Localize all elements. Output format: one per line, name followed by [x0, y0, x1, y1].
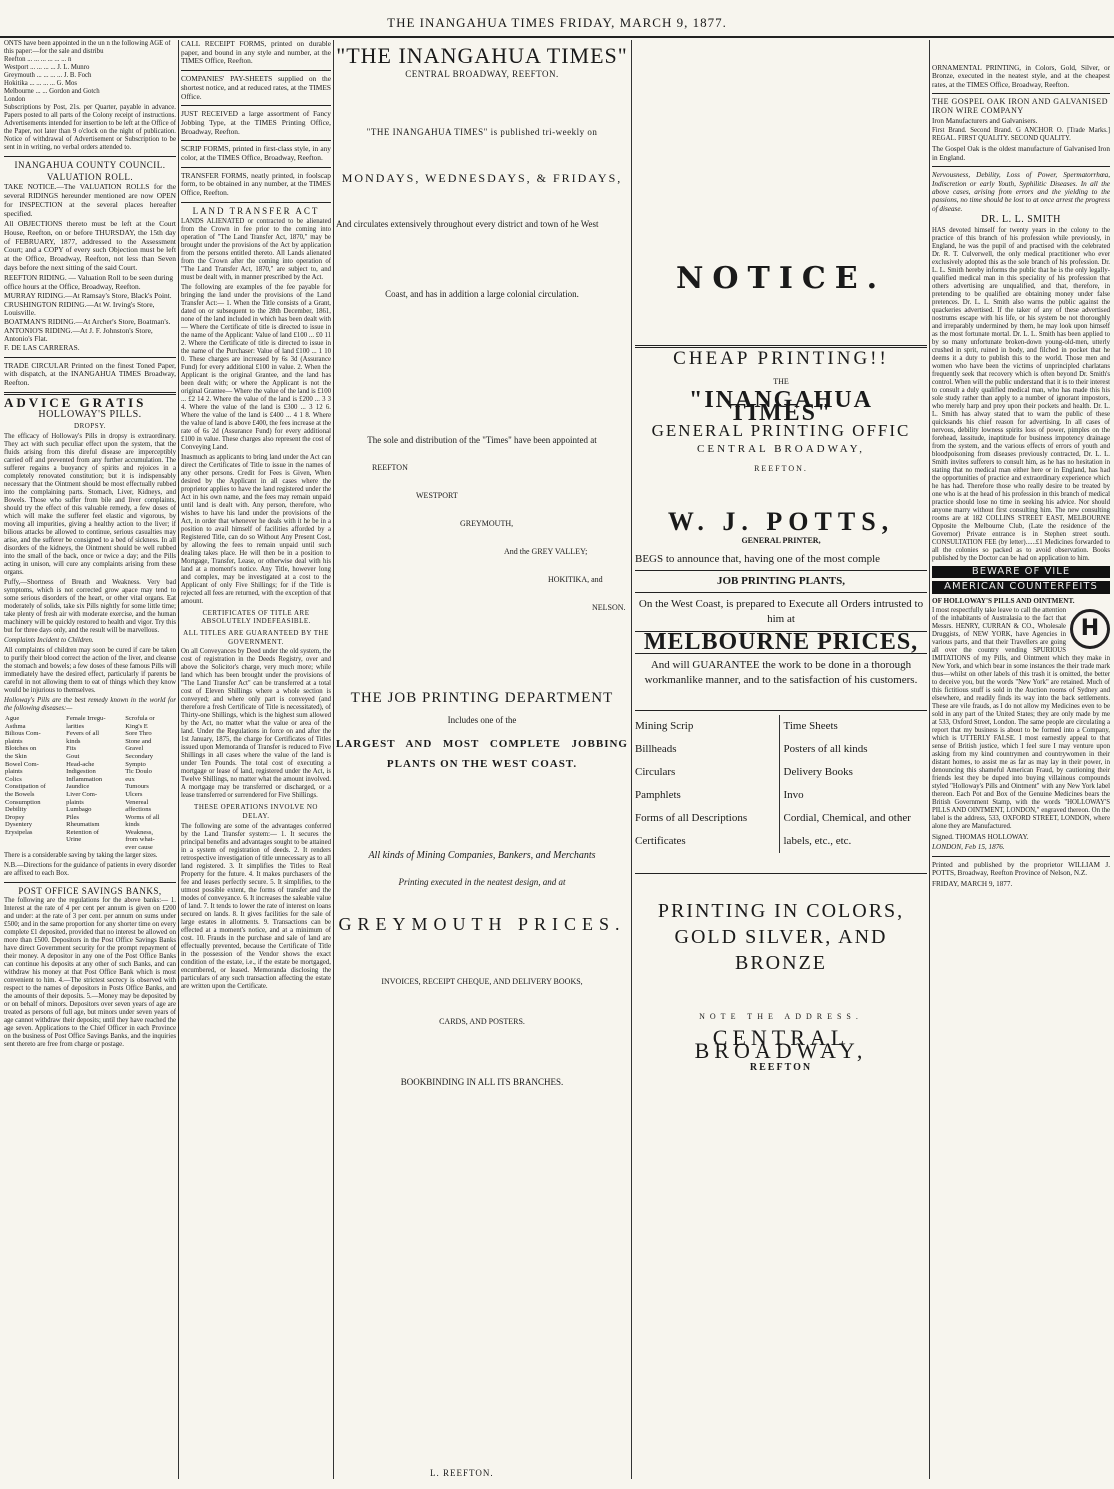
ailment-cell: Stone and	[125, 737, 152, 745]
column-3	[336, 40, 628, 1481]
printing-list-item: Pamphlets	[635, 789, 681, 801]
ailment-cell: Sore Thro	[125, 730, 152, 738]
operations-text: The following are some of the advantages conferred by the Land Transfer system:— 1. It secures the principal benefits and advantages sought to be attained in a system of registration of deeds. 2. It renders retrospective investigation of title unnecessary as to all land registered. 3. It simplifies the Titles to Real Property for the future. 4. It makes purchasers of the fee and leases perfectly secure. 5. It simplifies, to the utmost possible extent, the forms of transfer and the modes of conveyance. 6. It increases the saleable value of land. 7. It tends to lower the rate of interest on loans secured on lands. 8. It gives facilities for the sale of large estates in allotments. 9. Transactions can be effected at a moment's notice, and at a minimum of cost. 10. Frauds in the purchase and sale of land are effectually prevented, because the Certificate of Title in the possession of the Vendor shows the exact condition of the estate, i.e., if the estate be mortgaged, encumbered, or leased. Memoranda disclosing the particulars of any such transaction affecting the estate are written upon the Certificate.	[181, 822, 331, 990]
ailment-cell: King's E	[125, 722, 148, 730]
inangahua-times-heading: "INANGAHUA TIMES"	[689, 387, 873, 426]
ailment-cell: kinds	[66, 737, 81, 745]
holloway-warning-heading: OF HOLLOWAY'S PILLS AND OINTMENT.	[932, 596, 1075, 605]
printing-list-item: Certificates	[635, 835, 686, 847]
ailment-cell: Venereal	[125, 798, 149, 806]
agent-town: REEFTON	[372, 463, 408, 472]
ailment-row	[4, 799, 176, 807]
ridings-list	[4, 274, 176, 344]
general-printing-office: GENERAL PRINTING OFFIC	[651, 421, 911, 440]
gospel-sub: Iron Manufacturers and Galvanisers.	[932, 117, 1038, 126]
imprint-date: FRIDAY, MARCH 9, 1877.	[932, 879, 1013, 888]
post-office-heading: POST OFFICE SAVINGS BANKS,	[18, 885, 162, 896]
publication-note: "THE INANGAHUA TIMES" is published tri-weekly on	[366, 127, 598, 137]
ailment-cell: Erysipelas	[5, 828, 33, 836]
holloway-heading: HOLLOWAY'S PILLS.	[38, 408, 142, 420]
dr-smith-heading: DR. L. L. SMITH	[981, 214, 1061, 226]
children-heading: Complaints Incident to Children.	[4, 636, 94, 644]
circulation-line-2: Coast, and has in addition a large colonial circulation.	[385, 289, 579, 299]
masthead: THE INANGAHUA TIMES FRIDAY, MARCH 9, 1877.	[0, 0, 1114, 38]
includes-line: Includes one of the	[447, 715, 517, 725]
post-office-text: The following are the regulations for the above banks:— 1. Interest at the rate of 4 per cent per annum is given on £200 and under: at the rate of 3 per cent. per annum on sums under £500; and in the same proportion for any shorter time on every complete £1 deposited, provided that no interest be allowed on more than £500. Depositors in the Post Office Savings Banks have direct Government security for the prompt repayment of their money. A depositor in any one of the Post Office Banks can continue his deposits at any other of such Banks, and can withdraw his money at that Post Office Bank which is most convenient to him. 4.—The strictest secrecy is observed with respect to the names of depositors in Posts Office Banks, and the amounts of their deposits. 5.—Money may be deposited by or on behalf of minors. Depositors over seven years of age are treated as persons of full age, but minors under seven years of age cannot withdraw their deposits; until they have reached the age seven. Applications to the Chief Officer in each Province on the business of Post Office Savings Banks, and the inquiries sent thereto are free from charge or postage.	[4, 897, 176, 1049]
holloway-trademark-icon: H	[1070, 609, 1110, 649]
ailment-cell: plaints	[66, 798, 84, 806]
begs-line: BEGS to announce that, having one of the most comple	[635, 553, 881, 565]
ailment-row	[4, 821, 176, 829]
ailment-cell: ever cause	[125, 844, 153, 852]
guarantee-text: On all Conveyances by Deed under the old system, the cost of registration in the Deeds Registry, over and above the Solicitor's charge, very much more; while land which has been brought under the provisions of "The Land Transfer Act" can be transferred at a total cost of Eleven Shillings where a whole section is conveyed; and where only part is conveyed (and therefore a fresh Certificate of Title is necessitated), of Thirty-one Shillings, which is the highest sum allowed by the Act, no matter what the value or area of the land. Under the Regulations in force on and after the 1st January, 1875, the charge for Certificates of Titles issued upon Memoranda of Transfer is reduced to Five Shillings in all cases where the value of the land is under Ten Pounds. The total cost of executing a mortgage or lease of land, registered under the Act, is Twelve Shillings, no matter what the amount involved. A mortgage may be transferred or discharged, or a lease transferred or surrendered for Five Shillings.	[181, 648, 331, 800]
column-2	[181, 40, 331, 1481]
ailment-row	[4, 829, 176, 837]
ailment-cell: Dysentery	[5, 821, 33, 829]
ailment-row	[4, 715, 176, 723]
valuation-heading: VALUATION ROLL.	[46, 171, 134, 182]
agent-line: London	[4, 96, 26, 103]
printing-list-right	[779, 715, 928, 853]
ailment-cell: Debility	[5, 806, 27, 814]
signed-name: F. DE LAS CARRERAS.	[4, 343, 80, 353]
ailment-cell: Lumbago	[66, 806, 92, 814]
central-broadway-big: CENTRAL BROADWAY,	[694, 1025, 868, 1063]
ailment-cell: Retention of	[66, 828, 99, 836]
bookbinding-line: BOOKBINDING IN ALL ITS BRANCHES.	[400, 1077, 564, 1087]
column-rule	[929, 40, 930, 1479]
ailment-cell: affections	[125, 806, 152, 814]
riding-entry: CRUSHINGTON RIDING.—At W. Irving's Store, Louisville.	[4, 299, 155, 318]
ailment-cell: Tic Doulo	[125, 768, 152, 776]
largest-line: LARGEST AND MOST COMPLETE JOBBING	[336, 738, 628, 750]
agent-town: WESTPORT	[416, 491, 458, 500]
land-transfer-heading: LAND TRANSFER ACT	[192, 205, 320, 216]
subscriptions-note: Subscriptions by Post, 21s. per Quarter, payable in advance. Papers posted to all parts of the Colony receipt of instructions. Advertisements intended for insertion to be left at the Office of the Paper, not later than 9 o'clock on the night of publication. Notice of withdrawal of Advertisement or Subscription to be sent in in writing, no verbal orders attended to.	[4, 104, 176, 151]
printing-list-item: Time Sheets	[783, 720, 838, 732]
printing-list	[635, 715, 927, 853]
ailment-cell: Sympto	[125, 760, 146, 768]
circulation-line-1: And circulates extensively throughout every district and town of he West	[336, 219, 599, 229]
holloway-warning-text: I most respectfully take leave to call the attention of the inhabitants of Australasia to the fact that Messrs. HENRY, CURRAN & CO., Wholesale Druggists, of NEW YORK, have Agencies in various parts, and that their Travellers are going all over the country vending SPURIOUS IMITATIONS of my Pills, and Ointment which they make in New York, and which bear in some instances the their trade mark thus—whilst on other labels of this trash it is omitted, the better to deceive you, but the words "New York" are retained. Much of this fictitious stuff is sold in the Auction rooms of Sydney and elsewhere, and readily finds its way into the back settlements. These are vile frauds, as I do not allow my Medicines even to be sold in any part of the United States; they are only made by me at 533, Oxford Street, London. The same people are circulating a report that my business is about to be formed into a Company, which is UTTERLY FALSE. I most earnestly appeal to that sense of British justice, which I feel sure I may venture upon asking from my kind countrymen and countrywomen in their distant homes, to assist me as far as may lay in their power, in denouncing this shameful American Fraud, by cautioning their friends lest they be duped into buying villainous compounds styled "Holloway's Pills and Ointment" with any New York label thereon. Each Pot and Box of the Genuine Medicines bears the British Government Stamp, with the words "HOLLOWAY'S PILLS AND OINTMENT, LONDON," engraved thereon. On the label is the address, 533, OXFORD STREET, LONDON, where alone they are Manufactured.	[932, 606, 1110, 830]
ailment-cell: Gout	[66, 752, 80, 760]
objections: All OBJECTIONS thereto must be left at the Court House, Reefton, on or before THURSDAY, the 15th day of FEBRUARY, 1877, addressed to the Assessment Court; and a COPY of every such Objection must be left at the Office, Broadway, Reefton, not less than Seven days before the next sitting of the said Court.	[4, 219, 176, 272]
agent-line: ONTS have been appointed in the un n the following AGE of this paper:—for the sale and distribu	[4, 40, 171, 55]
saving-note: There is a considerable saving by taking the larger sizes.	[4, 851, 158, 859]
beware-banner-2: AMERICAN COUNTERFEITS	[932, 581, 1110, 593]
notice-heading: NOTICE.	[675, 261, 887, 296]
ailment-cell: larities	[66, 722, 85, 730]
the-word: THE	[773, 377, 789, 386]
advice-gratis: ADVICE GRATIS	[4, 394, 147, 410]
ailment-row	[4, 844, 176, 852]
london-date: LONDON, Feb 15, 1876.	[932, 843, 1005, 852]
column-1	[4, 40, 176, 1481]
fee-examples: The following are examples of the fee payable for bringing the land under the provisions of the Land Transfer Act:— 1. When the Title consists of a Grant, dated on or subsequent to the 28th December, 1861, none of the land included in which has been dealt with— Where the Certificate of title is directed to issue in the name of the Applicant: Value of land £100 ... £0 11 2. Where the Certificate of title is directed to issue in the name of the Purchaser: Value of land £100 ... 1 10 0. These charges are increased by 6s 3d (Assurance Fund) for every additional £100 in value. 2. When the Applicant is the original Grantee, and the land has been dealt with; or where the Applicant is not the original Grantee— Where the value of the land is £100 ... £2 14 2. Where the value of the land is £200 ... 3 3 4. Where the value of the land is £300 ... 3 12 6. Where the value of the land is £400 ... 4 1 8. Where the value of land is above £400, the fees increase at the rate of 6s 2d (Assurance Fund) for every additional £100 in value. These charges also represent the cost of Conveying Land.	[181, 283, 331, 451]
nb-note: N.B.—Directions for the guidance of patients in every disorder are affixed to each Box.	[4, 861, 176, 877]
trade-circular: TRADE CIRCULAR Printed on the finest Toned Paper, with dispatch, at the INANGAHUA TIMES Broadway, Reefton.	[4, 360, 176, 388]
ailment-cell: Head-ache	[66, 760, 95, 768]
ailment-cell: Constipation of	[5, 783, 46, 791]
printing-list-item: Posters of all kinds	[783, 743, 868, 755]
agent-town: HOKITIKA, and	[548, 575, 603, 584]
agent-line: Westport ... ... ... ... J. L. Munro	[4, 64, 90, 71]
printing-list-item: Delivery Books	[783, 766, 853, 778]
ailment-cell: Asthma	[5, 722, 26, 730]
column-rule	[178, 40, 179, 1479]
ailment-row	[4, 730, 176, 738]
ailment-cell: plaints	[5, 768, 23, 776]
riding-entry: MURRAY RIDING.—At Ramsay's Store, Black's Point.	[4, 290, 172, 300]
ailment-cell: Jaundice	[66, 783, 90, 791]
printing-list-item: Invo	[783, 789, 804, 801]
riding-entry: ANTONIO'S RIDING.—At J. F. Johnston's Store, Antonio's Flat.	[4, 325, 153, 344]
agent-line: Melbourne ... ... Gordon and Gotch	[4, 88, 100, 95]
ailments-table	[4, 715, 176, 852]
printing-list-item: Forms of all Descriptions	[635, 812, 748, 824]
ailment-cell: Bilious Com-	[5, 730, 41, 738]
ailment-cell: Worms of all	[125, 813, 160, 821]
ailment-row	[4, 723, 176, 731]
job-department: THE JOB PRINTING DEPARTMENT	[350, 690, 614, 706]
ailment-cell: Consumption	[5, 798, 41, 806]
ailment-row	[4, 768, 176, 776]
agent-line: Hokitika ... ... ... ... G. Mos	[4, 80, 78, 87]
credit-for-fees: Inasmuch as applicants to bring land under the Act can direct the Certificates of Title to issue in the names of any other persons. Credit for Fees is Given, When desired by the Applicant in all cases where the proprietor applies to have the land registered under the Act in his own name, and the fees may remain unpaid until land is dealt with. Any person, therefore, who wishes to have his land under the provisions of the Act, in order that whenever he deals with it he be in a position to avail himself of facilities afforded by a Registered Title, can do so Without Any Present Cost, by allowing the fees to remain unpaid until such dealing takes place. He will then be in a position to Mortgage, Transfer, Lease, or otherwise deal with his land at a moment's notice. Any Title, however long and complex, may be investigated at a cost to the Applicant of only Five Shillings; for if the Title is rejected all fees are returned, with the exception of that amount.	[181, 453, 331, 605]
ailment-cell: the Skin	[5, 752, 27, 760]
ailment-cell: Secondary	[125, 752, 154, 760]
guarantee-line: And will GUARANTEE the work to be done in a thorough workmanlike manner, and to the satisfaction of his customers.	[644, 659, 918, 686]
greymouth-prices: GREYMOUTH PRICES.	[338, 914, 626, 934]
printing-list-item: Mining Scrip	[635, 720, 694, 732]
note-address: NOTE THE ADDRESS.	[699, 1012, 863, 1021]
neatest-line: Printing executed in the neatest design, and at	[398, 877, 566, 887]
page-footer: L. REEFTON.	[430, 1468, 494, 1478]
ailment-row	[4, 836, 176, 844]
ailment-cell: Rheumatism	[66, 821, 100, 829]
job-printing-plants: JOB PRINTING PLANTS,	[716, 575, 846, 587]
remedy-intro: Holloway's Pills are the best remedy known in the world for the following diseases:—	[4, 696, 176, 712]
ailment-cell: plaints	[5, 737, 23, 745]
agent-town: GREYMOUTH,	[460, 519, 514, 528]
printing-list-left	[635, 715, 779, 853]
ailment-cell: Fits	[66, 745, 77, 753]
ailment-cell: Urine	[66, 836, 82, 844]
ailment-cell: eux	[125, 775, 135, 783]
ailment-cell: Tumours	[125, 783, 149, 791]
agents-list	[4, 40, 176, 104]
ailment-cell: Ulcers	[125, 790, 143, 798]
reefton-line: REEFTON.	[754, 464, 808, 473]
ailment-cell: Gravel	[125, 745, 144, 753]
agent-town: NELSON.	[592, 603, 626, 612]
ailment-row	[4, 776, 176, 784]
dropsy-text: The efficacy of Holloway's Pills in dropsy is extraordinary. They act with such peculiar effect upon the system, that the fluids arising from this direful disease are imperceptibly carried off and prevented from any further accumulation. The sufferer regains a buoyancy of spirits and rejoices in a completely renovated constitution; but it is indispensably necessary that the Ointment should be most effectually rubbed into the complaining parts. Stomach, Liver, Kidneys, and Bowels. Those who suffer from bile and liver complaints, should try the effect of this valuable remedy, a few doses of which will make the sufferer feel elastic and vigorous, by moving all impurities, giving a healthy action to the liver; if bilious attacks be allowed to continue, serious casualties may arise, and the sufferer be consigned to a bed of sickness. In all disorders of the kidneys, the Ointment should be well rubbed into the small of the back, once or twice a day; and the Pills acting in unison, will cure any complaints arising from these organs.	[4, 432, 176, 576]
ailment-row	[4, 814, 176, 822]
take-notice: TAKE NOTICE.—The VALUATION ROLLS for the several RIDINGS hereunder mentioned are now OPEN for INSPECTION at the several places hereafter specified.	[4, 182, 176, 218]
ailment-cell: kinds	[125, 821, 140, 829]
printing-list-item: Billheads	[635, 743, 677, 755]
column-rule	[333, 40, 334, 1479]
column-5	[932, 40, 1110, 1481]
dropsy-heading: DROPSY.	[74, 422, 106, 431]
pay-sheets-ad: COMPANIES' PAY-SHEETS supplied on the shortest notice, and at reduced rates, at the TIMES Office.	[181, 74, 331, 101]
children-text: All complaints of children may soon be cured if care be taken to purify their blood correct the action of the liver, and cleanse the stomach and bowels; a few doses of these famous Pills will immediately have the desired effect, particularly if parents be careful in not allowing them to eat of things which they know would be injurious to themselves.	[4, 646, 176, 694]
column-4	[635, 40, 927, 1481]
column-rule	[631, 40, 632, 1479]
potts-heading: W. J. POTTS,	[667, 507, 895, 536]
ailment-row	[4, 753, 176, 761]
ailment-row	[4, 806, 176, 814]
paper-address: CENTRAL BROADWAY, REEFTON.	[405, 69, 559, 79]
ailment-row	[4, 745, 176, 753]
riding-entry: BOATMAN'S RIDING.—At Archer's Store, Boatman's.	[4, 316, 171, 326]
ailment-row	[4, 791, 176, 799]
agent-line: Greymouth ... ... ... ... J. B. Foch	[4, 72, 92, 79]
reefton-footer: REEFTON	[749, 1062, 813, 1073]
beware-banner-1: BEWARE OF VILE	[932, 566, 1110, 578]
gospel-oak-heading: THE GOSPEL OAK IRON AND GALVANISED IRON WIRE COMPANY	[932, 97, 1109, 115]
printing-list-item: Cordial, Chemical, and other	[783, 812, 911, 824]
gospel-brands: First Brand. Second Brand. G ANCHOR O. [Trade Marks.] REGAL. FIRST QUALITY. SECOND QUALITY.	[932, 127, 1110, 143]
council-heading: INANGAHUA COUNTY COUNCIL.	[14, 160, 166, 170]
call-receipt-ad: CALL RECEIPT FORMS, printed on durable paper, and bound in any style and number, at the TIMES Office, Reefton.	[181, 40, 331, 66]
certificates-heading: CERTIFICATES OF TITLE ARE ABSOLUTELY INDEFEASIBLE.	[201, 608, 311, 626]
ailment-cell: Weakness,	[125, 828, 154, 836]
agent-town: And the GREY VALLEY;	[504, 547, 588, 556]
land-transfer-text: LANDS ALIENATED or contracted to be alienated from the Crown in fee prior to the coming into operation of "The Land Transfer Act, 1870," may be brought under the provisions of the Act by application from the persons entitled thereto. All Lands alienated from the Crown after the coming into operation of "The Land Transfer Act, 1870," are subject to, and must be dealt with, in manner prescribed by the Act.	[181, 217, 331, 281]
nervousness-text: Nervousness, Debility, Loss of Power, Spermatorrhœa, Indiscretion or early Youth, Syphilitic Diseases. In all the above cases, arising from errors and the yielding to the passions, no time should be lost to at once arrest the progress of disease.	[932, 171, 1110, 213]
printing-list-item: Circulars	[635, 766, 676, 778]
ailment-cell	[4, 836, 65, 844]
printing-colors: PRINTING IN COLORS, GOLD SILVER, AND BRONZE	[657, 900, 905, 974]
agent-towns	[336, 462, 628, 614]
holloway-signed: Signed. THOMAS HOLLOWAY.	[932, 832, 1029, 841]
general-printer: GENERAL PRINTER,	[741, 536, 821, 545]
ailment-cell: Colics	[5, 775, 22, 783]
ailment-cell	[4, 844, 65, 852]
riding-entry: REEFTON RIDING. — Valuation Roll to be seen during office hours at the Office, Broadway, Reefton.	[4, 273, 174, 292]
plants-line: PLANTS ON THE WEST COAST.	[386, 758, 578, 770]
ailment-cell: Ague	[5, 714, 20, 722]
ailment-cell: Inflammation	[66, 775, 103, 783]
agents-appointed: The sole and distribution of the "Times" have been appointed at	[367, 435, 597, 445]
printing-list-item: labels, etc., etc.	[783, 835, 852, 847]
ailment-cell: Fevers of all	[66, 730, 100, 738]
publication-days: MONDAYS, WEDNESDAYS, & FRIDAYS,	[341, 171, 623, 185]
gospel-text: The Gospel Oak is the oldest manufacture of Galvanised Iron in England.	[932, 145, 1110, 162]
scrip-forms-ad: SCRIP FORMS, printed in first-class style, in any color, at the TIMES Office, Broadway, Reefton.	[181, 144, 331, 163]
operations-heading: THESE OPERATIONS INVOLVE NO DELAY.	[194, 803, 318, 821]
dr-smith-text: HAS devoted himself for twenty years in the colony to the practice of this branch of his profession while previously, in England, he was the pupil of and practised with the celebrated Dr. R. T. Culverwell, the only medical practitioner who ever exclusively adopted this as the sole branch of his profession. Dr. L. L. Smith hereby informs the public that he is the only legally-qualified medical man in this speciality of his profession that others advertising are unqualified, and that, therefore, in pretending to be qualified are obtaining money under false pretences. Dr. L. L. Smith also warns the public against the quackeries advertised. If the taker of any of these advertised nostrums escape with his life, or his system be not thoroughly and irreparably undermined by them, he may look upon himself as the most fortunate mortal. Dr. L. L. Smith has been applied to by so many unfortunate broken-down young-old-men, utterly crushed in sprit, ruined in body, and filched in pocket that he deems it a duty to publish this to the world. Those men and women who have been the victims of unprincipled charlatans frequently seek that recovery which is often beyond Dr. Smith's control. When will the public understand that it is to their interest to consult a duly qualified medical man, who has made this his sole study rather than apply to a number of ignorant impostors, who merely harp and prey upon their pockets and health. Dr. L. L. Smith has alway stated that to warn the public of these quicksands his chief reason for advertising. In all cases of nervous, debility lowness spirits loss of power, pimples on the forehead, lassitude, inaptitude for business impotency drainage from the system, and the various effects of errors of youth and bloodpoisoning from diseases previously contracted, Dr. L. L. Smith invites sufferers to consult him, as he has no hesitation in stating that no medical man either here or in England, has had the opportunities of practice and extraordinary experience which he has had. Therefore those who really desire to be treated by one who is at the head of his profession in this branch of medical practice should lose no time in seeking his advice. Nor should anyone marry without first consulting him. The new consulting rooms are at 182 COLLINS STREET EAST, MELBOURNE Opposite the Melbourne Club, (Late the residence of the Governor) Private entrance is in Stephen street south. CONSULTATION FEE (by letter)......£1 Medicines forwarded to all the colonies so packed as to avoid observation. Books published by the Doctor can be had on application to him.	[932, 226, 1110, 562]
just-received-ad: JUST RECEIVED a large assortment of Fancy Jobbing Type, at the TIMES Printing Office, Broadway, Reefton.	[181, 109, 331, 136]
ailment-row	[4, 738, 176, 746]
ailment-cell: Bowel Com-	[5, 760, 39, 768]
mining-line: All kinds of Mining Companies, Bankers, and Merchants	[368, 850, 596, 861]
melbourne-prices: MELBOURNE PRICES,	[643, 629, 919, 655]
ailment-cell: from what-	[125, 836, 155, 844]
ailment-cell: Scrofula or	[125, 714, 155, 722]
west-coast-line: On the West Coast, is prepared to Execute all Orders intrusted to him at	[638, 598, 924, 625]
imprint: Printed and published by the proprietor WILLIAM J. POTTS, Broadway, Reefton Province of Nelson, N.Z.	[932, 860, 1110, 878]
ailment-cell: the Bowels	[5, 790, 35, 798]
cheap-printing: CHEAP PRINTING!!	[673, 348, 889, 369]
transfer-forms-ad: TRANSFER FORMS, neatly printed, in foolscap form, to be obtained in any number, at the TIMES Office, Reefton.	[181, 170, 331, 198]
ailment-cell	[65, 844, 124, 852]
ailment-cell: Dropsy	[5, 813, 25, 821]
ailment-cell: Blotches on	[5, 745, 37, 753]
ailment-row	[4, 783, 176, 791]
ailment-cell: Piles	[66, 813, 79, 821]
paper-title: "THE INANGAHUA TIMES"	[336, 43, 628, 68]
central-broadway: CENTRAL BROADWAY,	[697, 443, 865, 455]
ornamental-printing: ORNAMENTAL PRINTING, in Colors, Gold, Silver, or Bronze, executed in the neatest style, and at the cheapest rates, at the TIMES Office, Broadway, Reefton.	[932, 64, 1110, 89]
cards-line: CARDS, AND POSTERS.	[439, 1017, 525, 1026]
ailment-row	[4, 761, 176, 769]
ailment-cell: Female Irregu-	[66, 714, 106, 722]
guarantee-heading: ALL TITLES ARE GUARANTEED BY THE GOVERNMENT.	[183, 628, 329, 646]
puffy-text: Puffy,—Shortness of Breath and Weakness. Very bad symptoms, which is not corrected grow apace may tend to some serious disorders of the heart, or other vital organs. Eat moderately of solids, take six Pills nightly for some little time; take plenty of fresh air with moderate exercise, and the human machinery will be quickly restored to health and vigor. Try this but for three days only, and the result will be marvellous.	[4, 578, 176, 634]
ailment-cell: Indigestion	[66, 768, 96, 776]
ailment-cell: Liver Com-	[66, 790, 98, 798]
invoices-line: INVOICES, RECEIPT CHEQUE, AND DELIVERY BOOKS,	[381, 977, 583, 986]
agent-line: Reefton ... ... ... ... ... ... n	[4, 56, 72, 63]
